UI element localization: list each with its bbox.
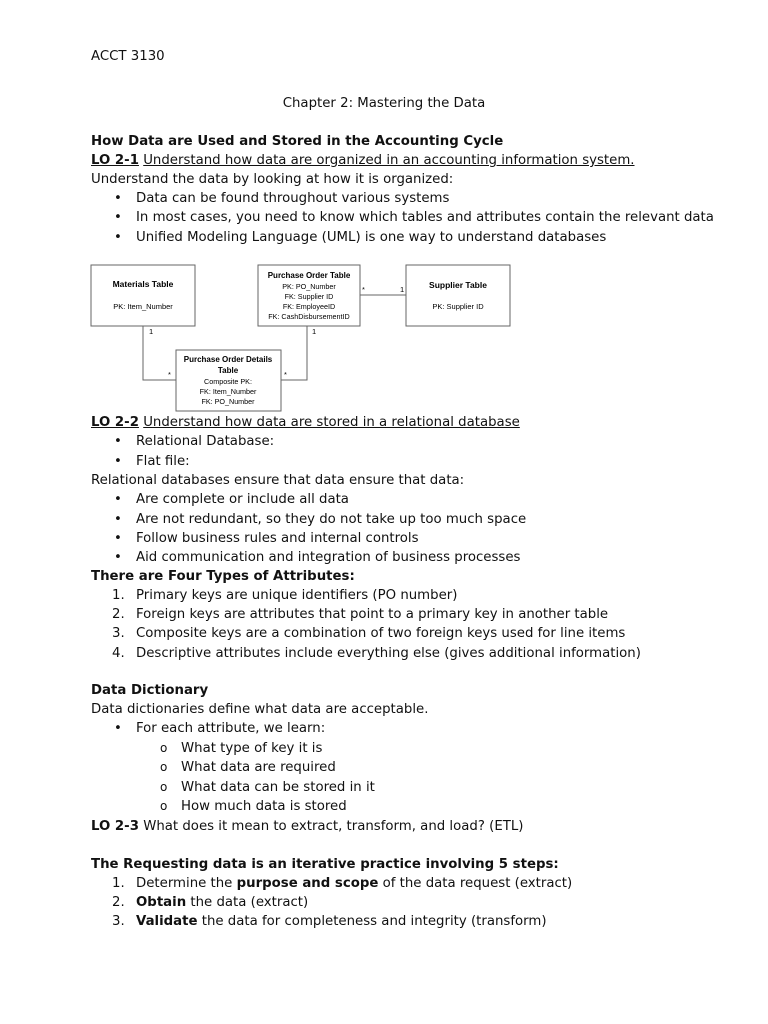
lo-2-3 bbox=[91, 817, 523, 836]
bullet-dot: • bbox=[114, 512, 122, 527]
section1-intro: Understand the data by looking at how it is organized: bbox=[91, 172, 454, 187]
list-item: Data can be found throughout various systems bbox=[136, 191, 450, 206]
list-number: 3. bbox=[112, 914, 125, 929]
list-number: 2. bbox=[112, 607, 125, 622]
list-item: Descriptive attributes include everything else (gives additional information) bbox=[136, 646, 641, 661]
step-item: Obtain the data (extract) bbox=[136, 895, 309, 910]
list-item: Are not redundant, so they do not take up too much space bbox=[136, 512, 527, 527]
list-item: Aid communication and integration of business processes bbox=[136, 550, 521, 565]
ensure-intro: Relational databases ensure that data ensure that data: bbox=[91, 473, 465, 488]
step-item: Validate the data for completeness and integrity (transform) bbox=[136, 914, 547, 929]
supplier-table-pk: PK: Supplier ID bbox=[432, 302, 484, 311]
bullet-dot: • bbox=[114, 721, 122, 736]
connector-materials-details bbox=[143, 326, 176, 380]
purchase-order-fk-supplier: FK: Supplier ID bbox=[284, 292, 334, 301]
bullet-dot: • bbox=[114, 434, 122, 449]
lo-2-1-label: LO 2-1 bbox=[91, 153, 139, 168]
list-item: Relational Database: bbox=[136, 434, 275, 449]
bullet-dot: • bbox=[114, 531, 122, 546]
purchase-order-table-title: Purchase Order Table bbox=[267, 271, 351, 280]
sub-bullet-dot: o bbox=[160, 760, 168, 774]
bullet-dot: • bbox=[114, 550, 122, 565]
po-details-fk-item: FK: Item_Number bbox=[199, 387, 257, 396]
materials-table-box bbox=[91, 265, 195, 326]
list-number: 1. bbox=[112, 588, 125, 603]
sub-bullet-dot: o bbox=[160, 741, 168, 755]
bullet-dot: • bbox=[114, 191, 122, 206]
list-number: 2. bbox=[112, 895, 125, 910]
list-item: Follow business rules and internal controls bbox=[136, 531, 419, 546]
multiplicity-supplier-left: 1 bbox=[400, 285, 405, 294]
list-item: Are complete or include all data bbox=[136, 492, 349, 507]
po-details-title-line2: Table bbox=[217, 366, 239, 375]
list-item: In most cases, you need to know which tables and attributes contain the relevant data bbox=[136, 210, 714, 225]
list-item: Composite keys are a combination of two foreign keys used for line items bbox=[136, 626, 626, 641]
materials-table-title: Materials Table bbox=[112, 279, 174, 289]
list-item: Unified Modeling Language (UML) is one way to understand databases bbox=[136, 230, 607, 245]
multiplicity-po-right: * bbox=[362, 285, 365, 294]
step-item: Determine the purpose and scope of the data request (extract) bbox=[136, 876, 573, 891]
sub-bullet-dot: o bbox=[160, 780, 168, 794]
lo-2-3-text: What does it mean to extract, transform, and load? (ETL) bbox=[143, 819, 524, 834]
list-item: Primary keys are unique identifiers (PO number) bbox=[136, 588, 458, 603]
list-number: 4. bbox=[112, 646, 125, 661]
lo-2-1-text: Understand how data are organized in an accounting information system. bbox=[143, 153, 635, 168]
lo-2-2-label: LO 2-2 bbox=[91, 415, 139, 430]
multiplicity-materials: 1 bbox=[149, 327, 154, 336]
purchase-order-fk-cash: FK: CashDisbursementID bbox=[268, 312, 350, 321]
dictionary-heading: Data Dictionary bbox=[91, 683, 209, 698]
po-details-title-line1: Purchase Order Details bbox=[183, 355, 273, 364]
bullet-dot: • bbox=[114, 454, 122, 469]
chapter-title: Chapter 2: Mastering the Data bbox=[282, 96, 486, 111]
purchase-order-pk: PK: PO_Number bbox=[282, 282, 336, 291]
lo-2-2 bbox=[91, 413, 520, 432]
sub-bullet-dot: o bbox=[160, 799, 168, 813]
sub-list-item: What data are required bbox=[181, 760, 336, 775]
bullet-dot: • bbox=[114, 492, 122, 507]
multiplicity-po-bottom: 1 bbox=[312, 327, 317, 336]
po-details-fk-po: FK: PO_Number bbox=[201, 397, 255, 406]
supplier-table-box bbox=[406, 265, 510, 326]
list-number: 1. bbox=[112, 876, 125, 891]
lo-2-3-label: LO 2-3 bbox=[91, 819, 139, 834]
course-code: ACCT 3130 bbox=[91, 49, 165, 64]
materials-table-pk: PK: Item_Number bbox=[113, 302, 173, 311]
list-item: Foreign keys are attributes that point to a primary key in another table bbox=[136, 607, 609, 622]
supplier-table-title: Supplier Table bbox=[429, 280, 487, 290]
dictionary-intro: Data dictionaries define what data are acceptable. bbox=[91, 702, 429, 717]
po-details-composite: Composite PK: bbox=[204, 377, 252, 386]
steps-heading: The Requesting data is an iterative practice involving 5 steps: bbox=[91, 857, 559, 872]
sub-list-item: What type of key it is bbox=[181, 741, 323, 756]
list-number: 3. bbox=[112, 626, 125, 641]
bullet-dot: • bbox=[114, 230, 122, 245]
multiplicity-details-left: * bbox=[168, 370, 171, 379]
sub-list-item: What data can be stored in it bbox=[181, 780, 375, 795]
sub-list-item: How much data is stored bbox=[181, 799, 347, 814]
section1-heading: How Data are Used and Stored in the Accounting Cycle bbox=[91, 134, 504, 149]
lo-2-2-text: Understand how data are stored in a relational database bbox=[143, 415, 520, 430]
bullet-dot: • bbox=[114, 210, 122, 225]
list-item: Flat file: bbox=[136, 454, 190, 469]
list-item: For each attribute, we learn: bbox=[136, 721, 326, 736]
attributes-heading: There are Four Types of Attributes: bbox=[91, 569, 355, 584]
purchase-order-fk-employee: FK: EmployeeID bbox=[282, 302, 336, 311]
multiplicity-details-right: * bbox=[284, 370, 287, 379]
